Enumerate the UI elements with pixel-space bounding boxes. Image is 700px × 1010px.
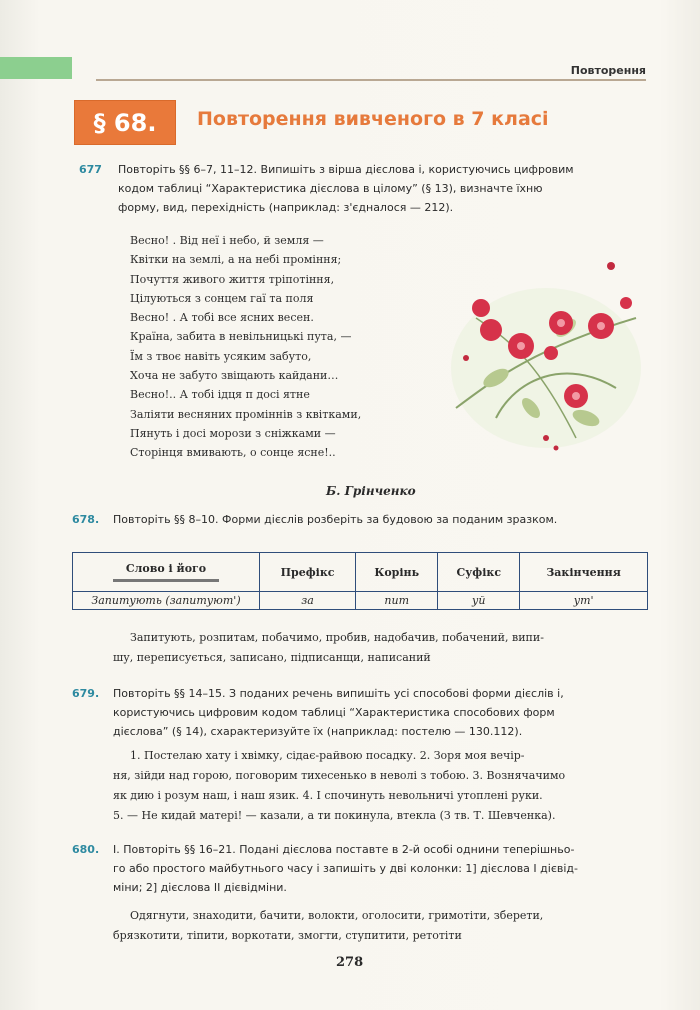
poem-line: Заліяти весняних проміннів з квітками, — [130, 407, 362, 421]
flower-illustration — [436, 258, 646, 458]
poem-line: Країна, забита в невільницькі пута, — — [130, 330, 352, 344]
section-title: Повторення вивченого в 7 класі — [197, 108, 549, 130]
poem-line: Їм з твоє навіть усяким забуто, — [130, 349, 312, 363]
table-cell: Запитують (запитуют') — [73, 592, 260, 610]
exercise-678-number: 678. — [72, 513, 100, 526]
text-line: шу, переписується, записано, підписанщи, написаний — [113, 651, 431, 664]
table-header: Префікс — [260, 553, 356, 592]
text-line: брязкотити, тіпити, воркотати, змогти, ступитити, ретотіти — [113, 929, 462, 942]
text-line: Повторіть §§ 6–7, 11–12. Випишіть з вірша дієслова і, користуючись цифровим — [118, 163, 574, 176]
section-number-badge: § 68. — [74, 100, 176, 145]
exercise-677-task — [118, 160, 653, 217]
poem-line: Цілуються з сонцем гаї та поля — [130, 291, 314, 305]
page-number: 278 — [336, 955, 364, 970]
header-rule — [96, 79, 646, 81]
morpheme-table — [72, 552, 648, 610]
poem — [130, 231, 361, 463]
text-line: 1. Постелаю хату і хвімку, сідає-райвою посадку. 2. Зоря моя вечір- — [130, 749, 525, 762]
poem-line: Весно!.. А тобі ідця п досі ятне — [130, 388, 310, 402]
poem-line: Хоча не забуто звіщають кайдани… — [130, 369, 339, 383]
poem-line: Квітки на землі, а на небі проміння; — [130, 253, 342, 267]
table-header: Слово і його — [73, 553, 260, 592]
table-header-row — [73, 553, 648, 592]
text-line: І. Повторіть §§ 16–21. Подані дієслова поставте в 2-й особі однини теперішньо- — [113, 843, 575, 856]
text-line: 5. — Не кидай матері! — казали, а ти покинула, втекла (З тв. Т. Шевченка). — [113, 809, 556, 822]
table-header: Корінь — [356, 553, 438, 592]
table-cell: уй — [438, 592, 520, 610]
poem-line: Почуття живого життя тріпотіння, — [130, 272, 335, 286]
table-cell: за — [260, 592, 356, 610]
text-line: форму, вид, перехідність (наприклад: з'єдналося — 212). — [118, 201, 454, 214]
chapter-tab — [0, 57, 72, 79]
table-cell: ут' — [520, 592, 648, 610]
exercise-680-task — [113, 840, 653, 897]
text-line: Запитують, розпитам, побачимо, пробив, надобачив, побачений, випи- — [130, 631, 544, 644]
text-line: Повторіть §§ 14–15. З поданих речень випишіть усі способові форми дієслів і, — [113, 687, 564, 700]
poem-line: Сторінця вмивають, о сонце ясне!.. — [130, 446, 336, 460]
text-line: Одягнути, знаходити, бачити, волокти, оголосити, гримотіти, зберети, — [130, 909, 544, 922]
text-line: міни; 2] дієслова ІІ дієвідміни. — [113, 881, 287, 894]
exercise-677-number: 677 — [79, 163, 102, 176]
exercise-678-words — [113, 628, 653, 668]
text-line: як дию і розум наш, і наш язик. 4. І спочинуть невольничі утоплені руки. — [113, 789, 543, 802]
exercise-679-task — [113, 684, 653, 741]
poem-line: Весно! . А тобі все ясних весен. — [130, 311, 314, 325]
poem-line: Весно! . Від неї і небо, й земля — — [130, 234, 324, 247]
table-header: Закінчення — [520, 553, 648, 592]
exercise-678-task: Повторіть §§ 8–10. Форми дієслів розберіть за будовою за поданим зразком. — [113, 513, 558, 526]
table-header: Суфікс — [438, 553, 520, 592]
running-head: Повторення — [570, 64, 646, 77]
table-row — [73, 592, 648, 610]
poem-author: Б. Грінченко — [326, 484, 416, 498]
table-cell: пит — [356, 592, 438, 610]
text-line: ня, зійди над горою, поговорим тихесенько в неволі з тобою. 3. Вознячачимо — [113, 769, 566, 782]
text-line: кодом таблиці “Характеристика дієслова в цілому” (§ 13), визначте їхню — [118, 182, 543, 195]
smudge — [113, 579, 219, 582]
exercise-680-number: 680. — [72, 843, 100, 856]
text-line: дієслова” (§ 14), схарактеризуйте їх (наприклад: постелю — 130.112). — [113, 725, 523, 738]
exercise-679-sentences — [113, 746, 653, 826]
text-line: го або простого майбутнього часу і запишіть у дві колонки: 1] дієслова І дієвід- — [113, 862, 578, 875]
exercise-679-number: 679. — [72, 687, 100, 700]
exercise-680-words — [113, 906, 653, 946]
poem-line: Пянуть і досі морози з сніжками — — [130, 426, 336, 440]
text-line: користуючись цифровим кодом таблиці “Характеристика способових форм — [113, 706, 555, 719]
